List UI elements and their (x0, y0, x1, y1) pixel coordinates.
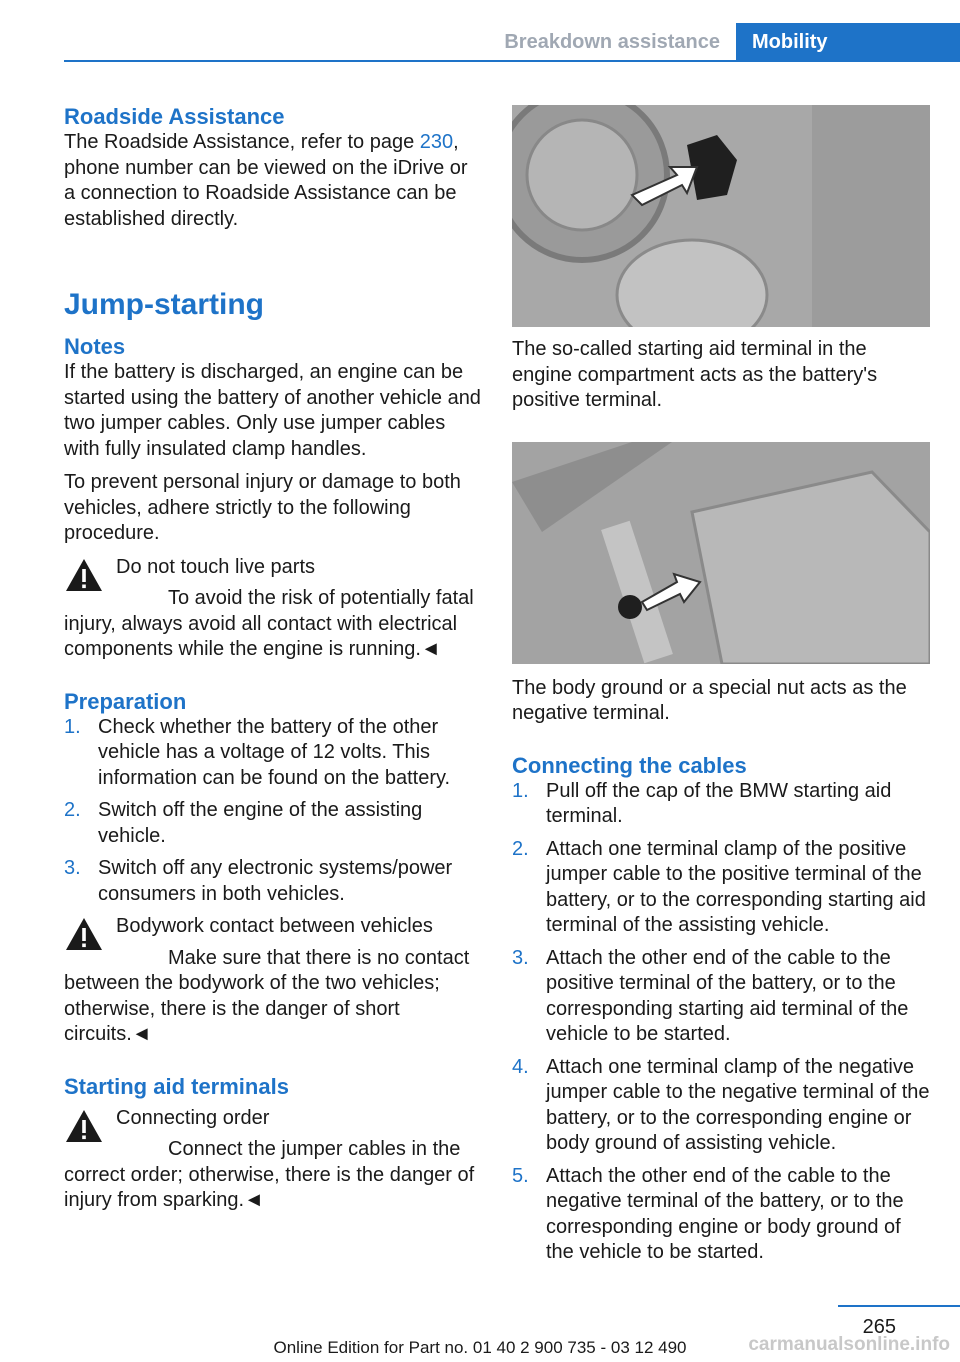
warning-text: To avoid the risk of potentially fatal injury, always avoid all contact with electrical components while the engine is running.◄ (64, 587, 474, 660)
list-item: 5. Attach the other end of the cable to the negative terminal of the battery, or to the corresponding engine or body ground of the vehicle to be started. (512, 1164, 904, 1263)
warning-connecting-order (64, 1106, 482, 1214)
right-column (512, 105, 930, 1273)
list-item: 4. Attach one terminal clamp of the negative jumper cable to the negative terminal of the battery, or to the corresponding engine or body ground of assisting vehicle. (512, 1055, 930, 1154)
terminals-title: Starting aid terminals (64, 1073, 289, 1099)
notes-title: Notes (64, 334, 126, 359)
list-item: 3. Attach the other end of the cable to the positive terminal of the battery, or to the corresponding starting aid terminal of the vehicle to be started. (512, 946, 909, 1045)
header-tab: Mobility (736, 23, 960, 62)
header-section: Breakdown assistance (504, 31, 720, 53)
body-ground-illustration (512, 442, 930, 664)
roadside-title: Roadside Assistance (64, 104, 285, 129)
list-item: 3. Switch off any electronic systems/power consumers in both vehicles. (64, 857, 453, 905)
watermark: carmanualsonline.info (748, 1334, 950, 1355)
warning-title: Connecting order (116, 1106, 270, 1129)
notes-paragraph-2: To prevent personal injury or damage to both vehicles, adhere strictly to the following procedure. (64, 471, 461, 544)
warning-title: Bodywork contact between vehicles (116, 915, 433, 937)
list-item: 1. Check whether the battery of the other vehicle has a voltage of 12 volts. This information can be found on the battery. (64, 715, 451, 789)
warning-text: Connect the jumper cables in the correct order; otherwise, there is the danger of injury from sparking.◄ (64, 1138, 475, 1211)
list-item: 2. Switch off the engine of the assisting vehicle. (64, 799, 423, 847)
list-item: 1. Pull off the cap of the BMW starting aid terminal. (512, 779, 892, 827)
starting-aid-terminal-illustration (512, 105, 930, 327)
notes-paragraph-1: If the battery is discharged, an engine can be started using the battery of another vehicle and two jumper cables. Only use jumper cables with fully insulated clamp handles. (64, 361, 481, 460)
page-header (64, 0, 960, 62)
engine-compartment-photo-ground (512, 442, 930, 664)
left-column (64, 100, 482, 1220)
warning-text: Make sure that there is no contact between the bodywork of the two vehicles; otherwise, there is the danger of short circuits.◄ (64, 946, 470, 1045)
warning-bodywork (64, 914, 482, 1048)
photo-caption-2: The body ground or a special nut acts as the negative terminal. (512, 676, 907, 724)
warning-title: Do not touch live parts (116, 555, 315, 578)
warning-triangle-icon (64, 916, 104, 952)
footer-rule (838, 1305, 960, 1307)
list-item: 2. Attach one terminal clamp of the positive jumper cable to the positive terminal of the battery, or to the corresponding starting aid terminal of the assisting vehicle. (512, 837, 926, 936)
preparation-steps (64, 715, 482, 908)
warning-triangle-icon (64, 557, 104, 593)
page-link[interactable]: 230 (419, 131, 454, 153)
photo-caption-1: The so-called starting aid terminal in the engine compartment acts as the battery's positive terminal. (512, 338, 878, 411)
edition-line: Online Edition for Part no. 01 40 2 900 735 - 03 12 490 (273, 1338, 687, 1357)
connecting-cables-title: Connecting the cables (512, 752, 747, 778)
connecting-steps (512, 779, 930, 1266)
preparation-title: Preparation (64, 688, 187, 714)
roadside-paragraph: The Roadside Assistance, refer to page 230, phone number can be viewed on the iDrive or a connection to Roadside Assistance can be established directly. (64, 131, 468, 230)
jump-starting-title: Jump-starting (64, 288, 265, 321)
engine-compartment-photo-terminal (512, 105, 930, 327)
warning-triangle-icon (64, 1108, 104, 1144)
page-number: 265 (862, 1316, 896, 1338)
warning-live-parts (64, 555, 482, 663)
